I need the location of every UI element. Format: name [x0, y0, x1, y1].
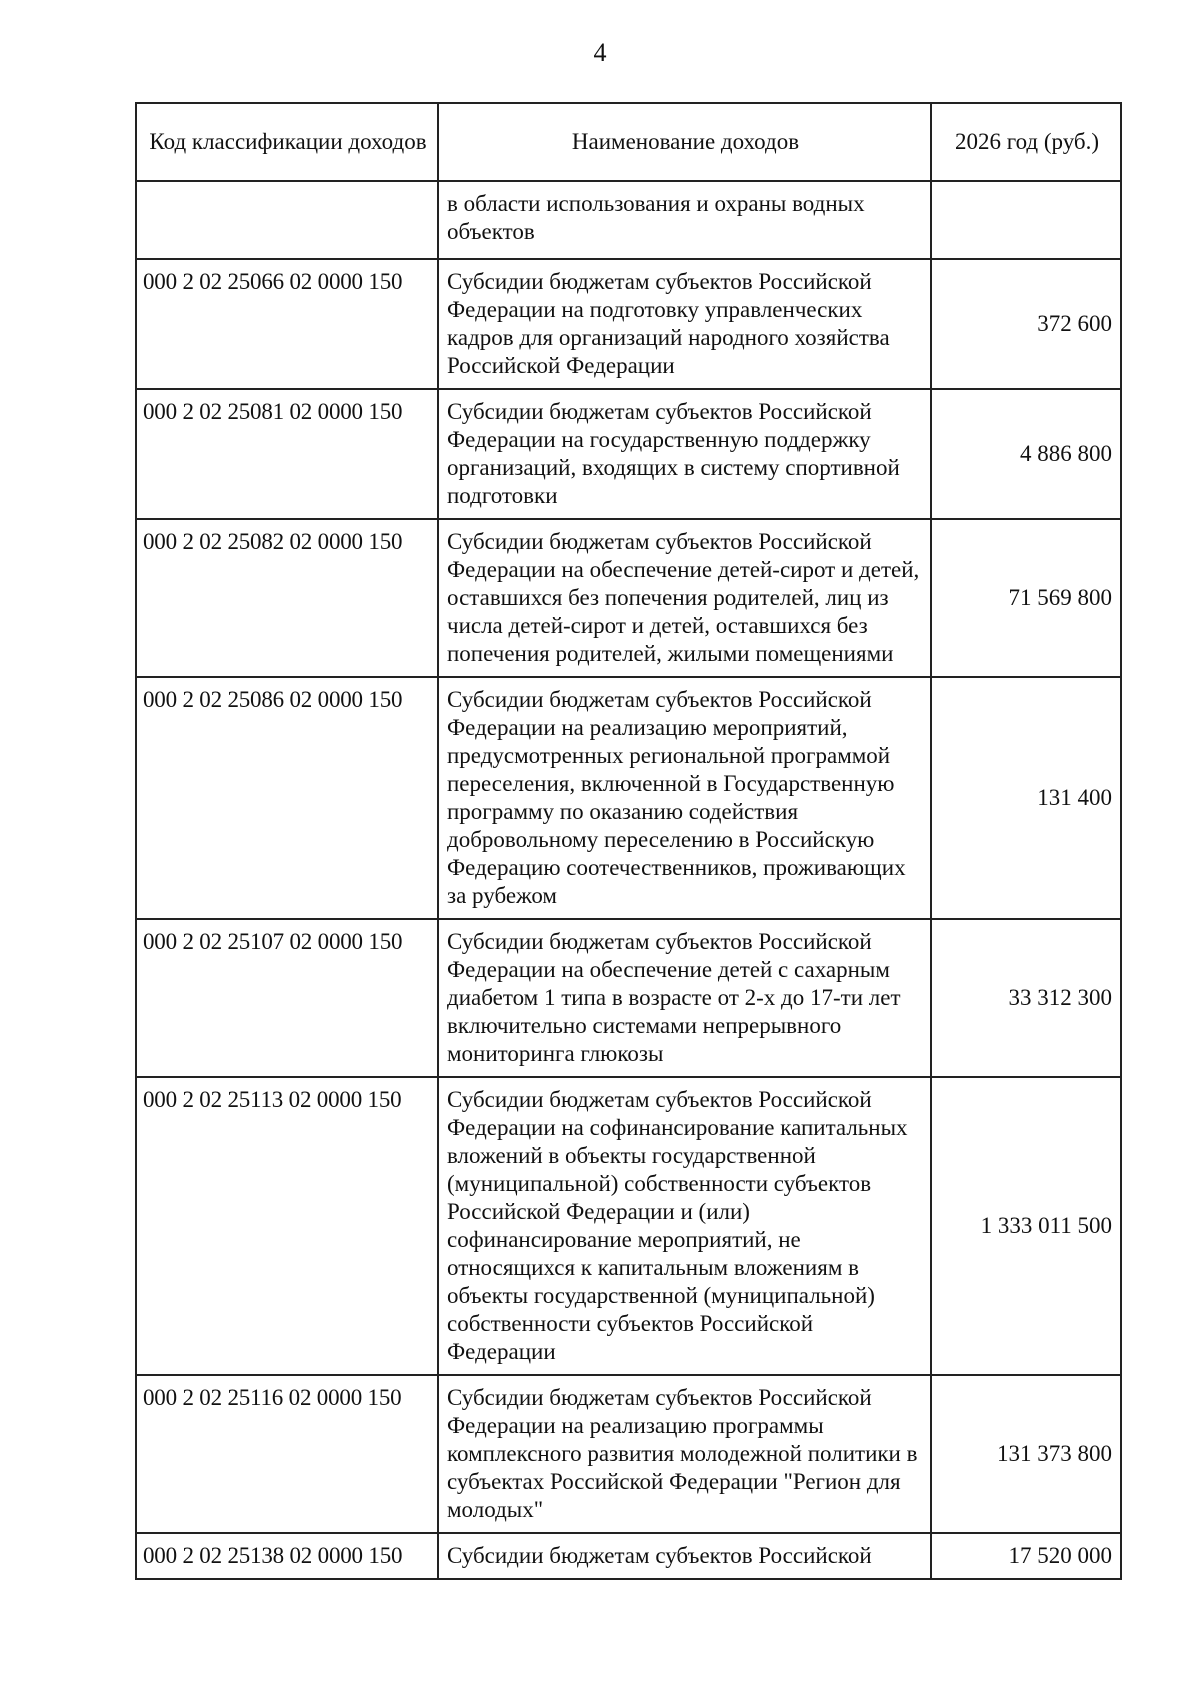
page-number: 4	[593, 38, 607, 67]
row-code: 000 2 02 25081 02 0000 150	[136, 389, 438, 519]
row-name: Субсидии бюджетам субъектов Российской Федерации на реализацию программы комплексного развития молодежной политики в субъектах Российской Федерации "Регион для молодых"	[438, 1375, 931, 1533]
table-row	[136, 389, 1121, 519]
table-row	[136, 1533, 1121, 1579]
row-name: Субсидии бюджетам субъектов Российской Федерации на обеспечение детей с сахарным диабетом 1 типа в возрасте от 2-х до 17-ти лет включительно системами непрерывного мониторинга глюкозы	[438, 919, 931, 1077]
table-row	[136, 677, 1121, 919]
row-amount	[931, 181, 1121, 259]
header-name: Наименование доходов	[438, 103, 931, 181]
row-name: Субсидии бюджетам субъектов Российской Федерации на государственную поддержку организаций, входящих в систему спортивной подготовки	[438, 389, 931, 519]
row-amount: 1 333 011 500	[931, 1077, 1121, 1375]
table-row	[136, 181, 1121, 259]
row-name: Субсидии бюджетам субъектов Российской	[438, 1533, 931, 1579]
row-code: 000 2 02 25066 02 0000 150	[136, 259, 438, 389]
row-amount: 33 312 300	[931, 919, 1121, 1077]
row-name: Субсидии бюджетам субъектов Российской Федерации на реализацию мероприятий, предусмотренных региональной программой переселения, включенной в Государственную программу по оказанию содействия добровольному переселению в Российскую Федерацию соотечественников, проживающих за рубежом	[438, 677, 931, 919]
row-name: Субсидии бюджетам субъектов Российской Федерации на подготовку управленческих кадров для организаций народного хозяйства Российской Федерации	[438, 259, 931, 389]
table-row	[136, 259, 1121, 389]
row-code	[136, 181, 438, 259]
row-code: 000 2 02 25138 02 0000 150	[136, 1533, 438, 1579]
row-amount: 131 400	[931, 677, 1121, 919]
row-code: 000 2 02 25116 02 0000 150	[136, 1375, 438, 1533]
row-name: в области использования и охраны водных объектов	[438, 181, 931, 259]
row-amount: 372 600	[931, 259, 1121, 389]
row-code: 000 2 02 25113 02 0000 150	[136, 1077, 438, 1375]
row-name: Субсидии бюджетам субъектов Российской Федерации на софинансирование капитальных вложений в объекты государственной (муниципальной) собственности субъектов Российской Федерации и (или) софинансирование мероприятий, не относящихся к капитальным вложениям в объекты государственной (муниципальной) собственности субъектов Российской Федерации	[438, 1077, 931, 1375]
row-code: 000 2 02 25082 02 0000 150	[136, 519, 438, 677]
table-header-row	[136, 103, 1121, 181]
table-row	[136, 1077, 1121, 1375]
row-code: 000 2 02 25086 02 0000 150	[136, 677, 438, 919]
table-row	[136, 919, 1121, 1077]
revenue-table	[135, 102, 1122, 1580]
header-amount: 2026 год (руб.)	[931, 103, 1121, 181]
table-row	[136, 1375, 1121, 1533]
table-row	[136, 519, 1121, 677]
row-amount: 71 569 800	[931, 519, 1121, 677]
row-amount: 4 886 800	[931, 389, 1121, 519]
header-code: Код классификации доходов	[136, 103, 438, 181]
row-code: 000 2 02 25107 02 0000 150	[136, 919, 438, 1077]
row-name: Субсидии бюджетам субъектов Российской Федерации на обеспечение детей-сирот и детей, оставшихся без попечения родителей, лиц из числа детей-сирот и детей, оставшихся без попечения родителей, жилыми помещениями	[438, 519, 931, 677]
revenue-table-container	[135, 102, 1120, 1580]
row-amount: 131 373 800	[931, 1375, 1121, 1533]
row-amount: 17 520 000	[931, 1533, 1121, 1579]
